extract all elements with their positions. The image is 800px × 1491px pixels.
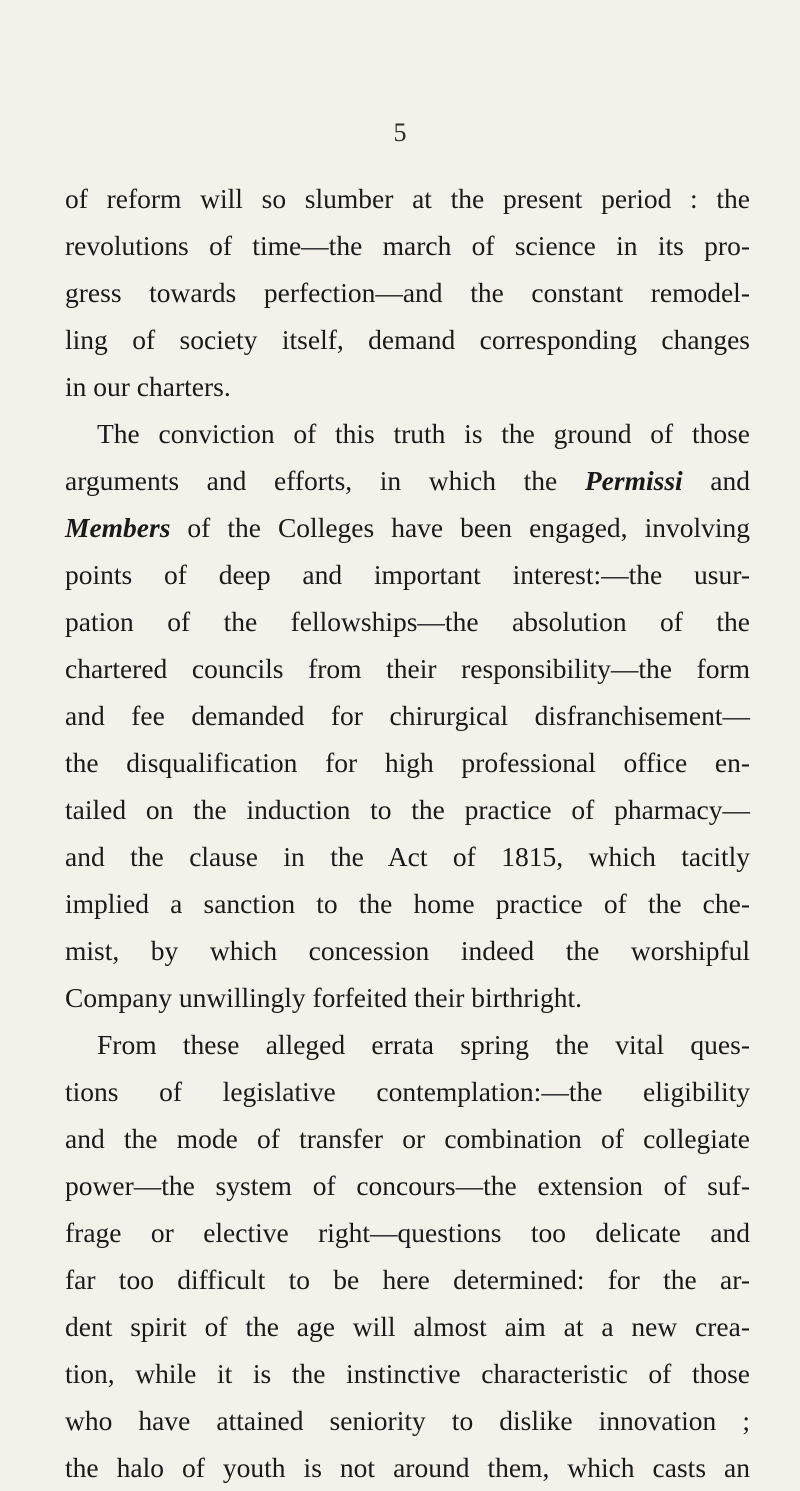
text-line: mist, by which concession indeed the worshipful	[65, 935, 750, 966]
text-line: pation of the fellowships—the absolution of the	[65, 606, 750, 637]
text-line: tions of legislative contemplation:—the eligibility	[65, 1076, 750, 1107]
body-text	[65, 175, 750, 1491]
text-line	[65, 457, 750, 504]
page-number: 5	[393, 118, 407, 147]
text-line: who have attained seniority to dislike innovation ;	[65, 1405, 750, 1436]
italic-term-members: Members	[65, 512, 171, 543]
text-line: in our charters.	[65, 371, 231, 402]
text-run: of the Colleges have been engaged, involving	[170, 512, 750, 543]
text-line: tion, while it is the instinctive characteristic of those	[65, 1358, 750, 1389]
text-line: revolutions of time—the march of science in its pro-	[65, 230, 750, 261]
text-line: chartered councils from their responsibility—the form	[65, 653, 750, 684]
text-line	[65, 504, 750, 551]
text-line: dent spirit of the age will almost aim at a new crea-	[65, 1311, 750, 1342]
text-line: gress towards perfection—and the constant remodel-	[65, 277, 750, 308]
text-line: the halo of youth is not around them, which casts an	[65, 1452, 750, 1483]
text-line: the disqualification for high professional office en-	[65, 747, 750, 778]
text-line: implied a sanction to the home practice of the che-	[65, 888, 750, 919]
text-line: and the clause in the Act of 1815, which tacitly	[65, 841, 750, 872]
text-line: power—the system of concours—the extension of suf-	[65, 1170, 750, 1201]
text-line: ling of society itself, demand corresponding changes	[65, 324, 750, 355]
text-run: arguments and efforts, in which the	[65, 465, 585, 496]
text-line: tailed on the induction to the practice of pharmacy—	[65, 794, 750, 825]
text-line: and fee demanded for chirurgical disfranchisement—	[65, 700, 750, 731]
text-line: far too difficult to be here determined: for the ar-	[65, 1264, 750, 1295]
text-line: The conviction of this truth is the ground of those	[97, 418, 750, 449]
text-line: points of deep and important interest:—the usur-	[65, 559, 750, 590]
text-run: and	[682, 465, 750, 496]
text-line: From these alleged errata spring the vital ques-	[97, 1029, 750, 1060]
text-line: of reform will so slumber at the present period : the	[65, 183, 750, 214]
text-line: and the mode of transfer or combination of collegiate	[65, 1123, 750, 1154]
italic-term-permissi: Permissi	[584, 465, 683, 496]
text-line: frage or elective right—questions too delicate and	[65, 1217, 750, 1248]
text-line: Company unwillingly forfeited their birthright.	[65, 982, 583, 1013]
